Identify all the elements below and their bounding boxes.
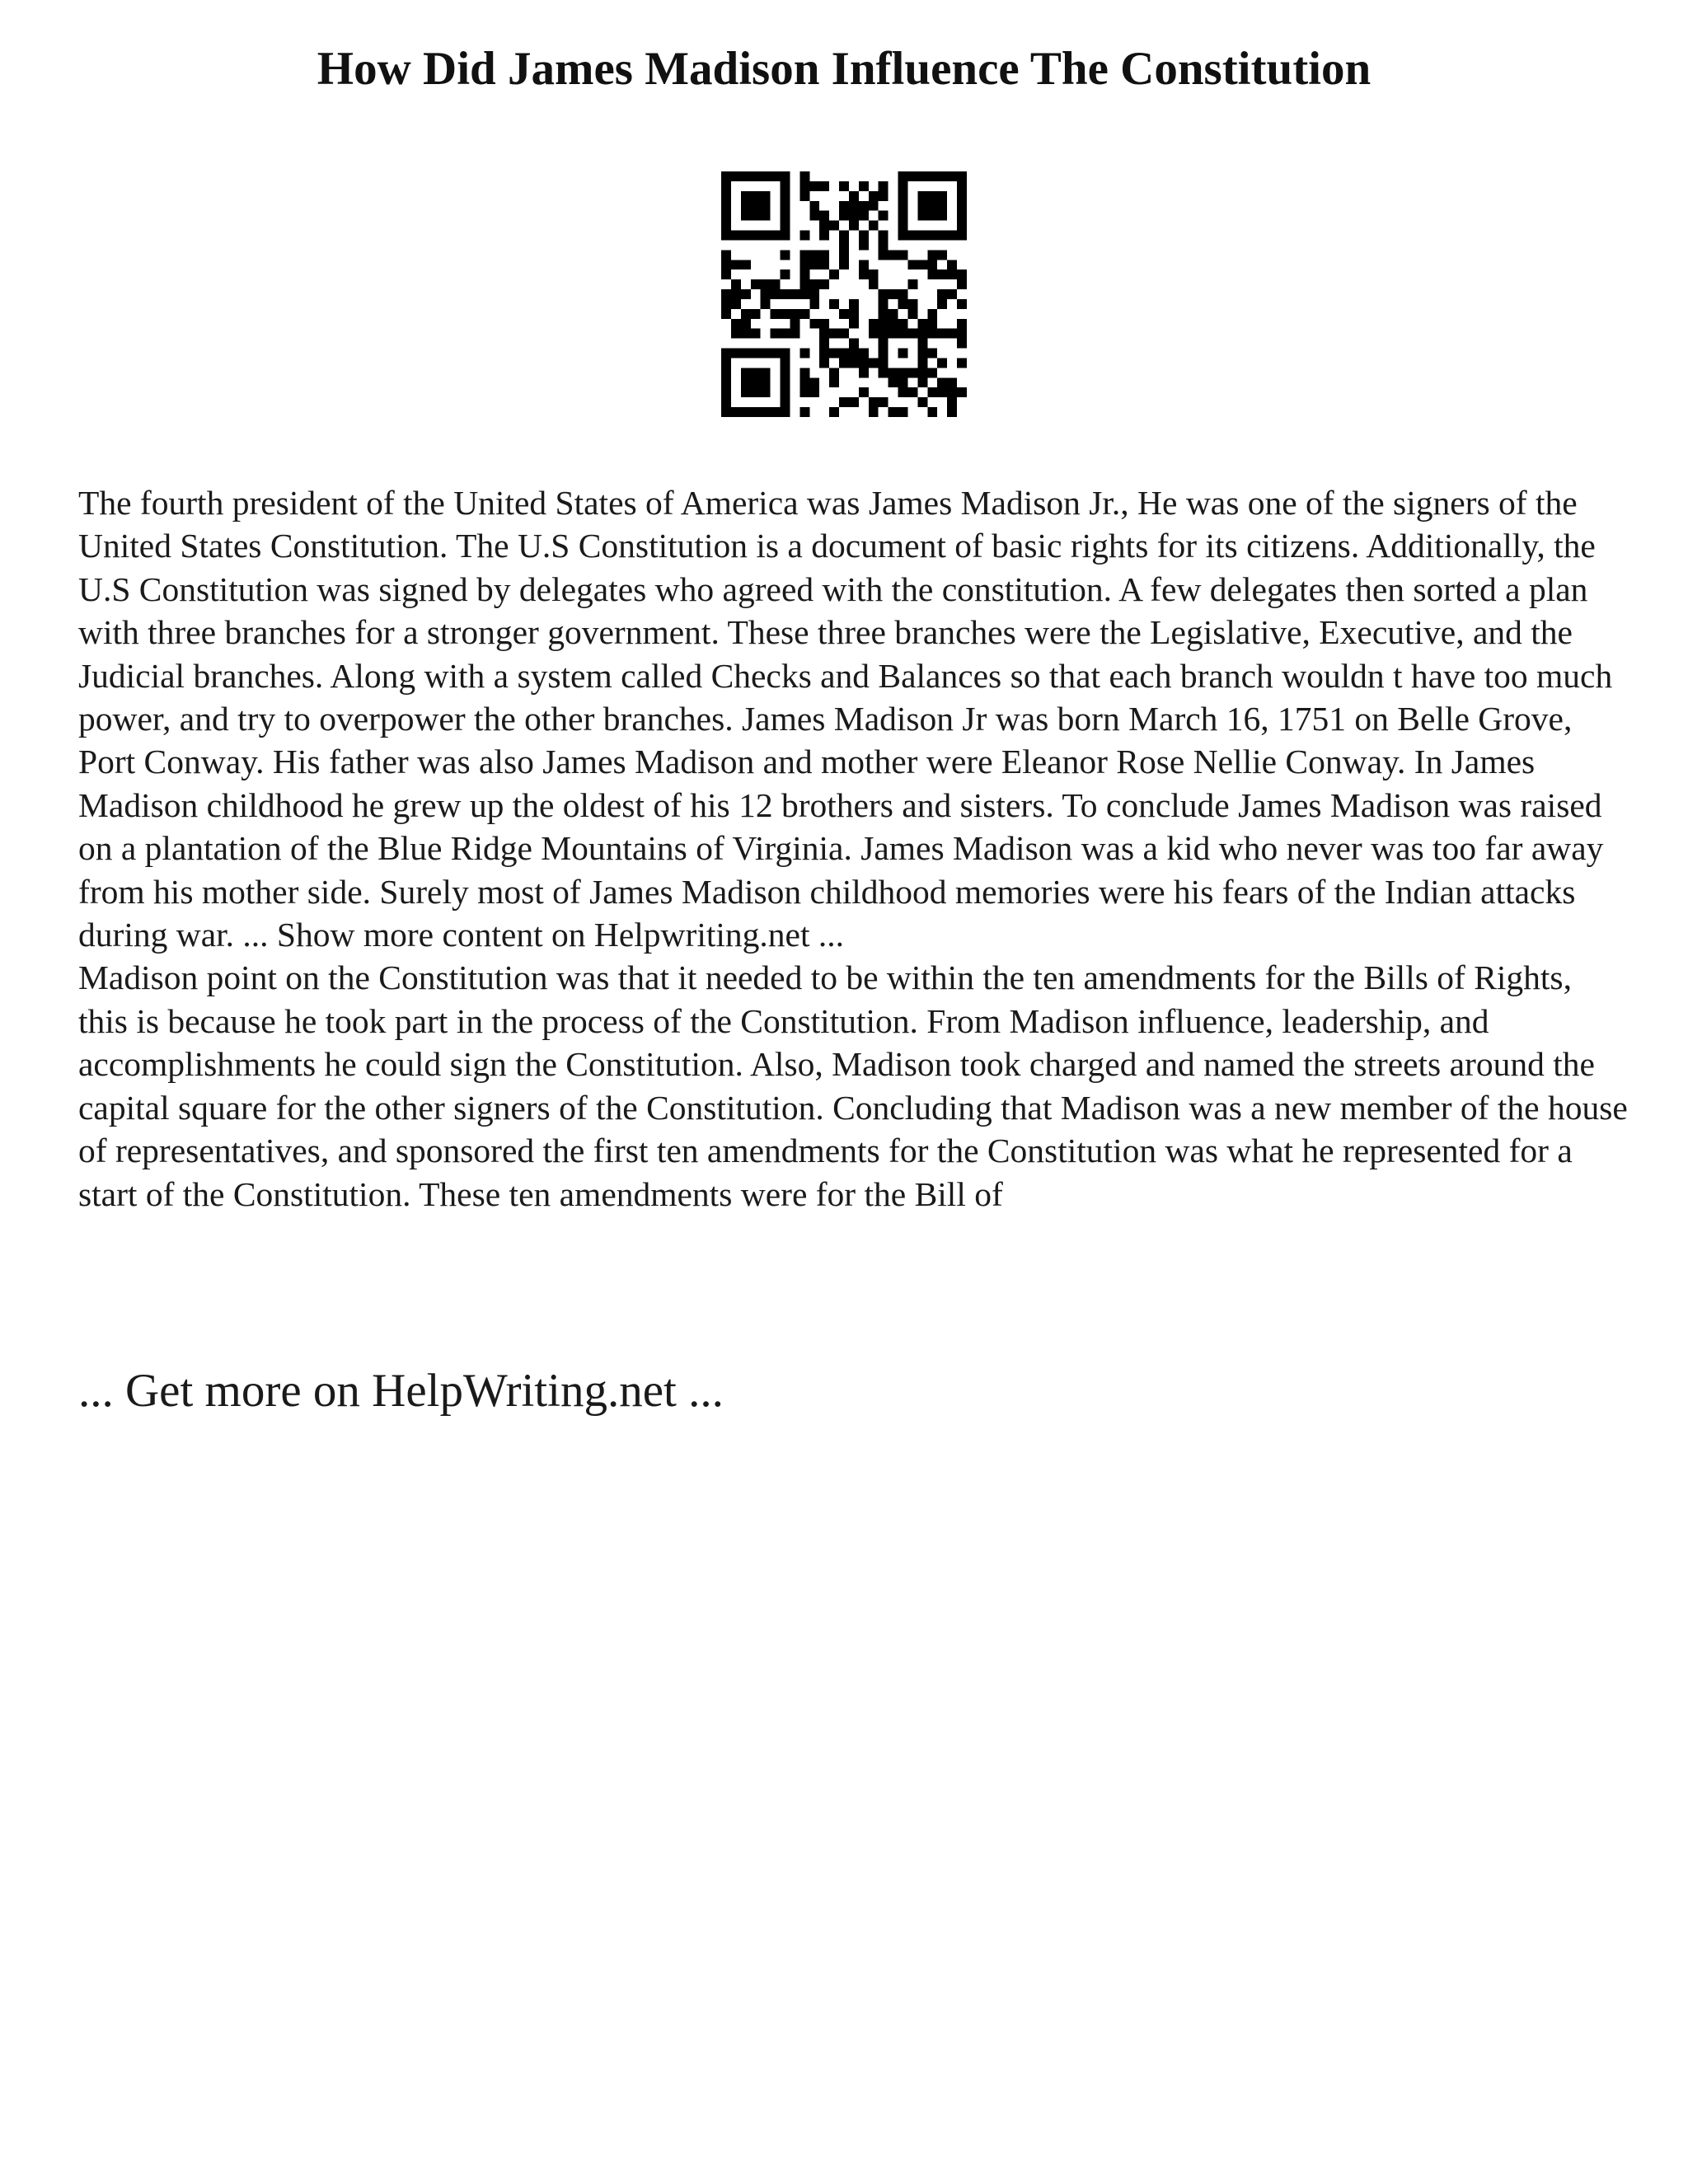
qr-code[interactable] [721, 171, 967, 417]
get-more-link[interactable]: ... Get more on HelpWriting.net ... [78, 1365, 724, 1417]
article-body [78, 481, 1628, 1216]
article-paragraph-2: Madison point on the Constitution was that it needed to be within the ten amendments for the Bills of Rights, this is because he took part in the process of the Constitution. From Madison influence, leadership, and accomplishments he could sign the Constitution. Also, Madison took charged and named the streets around the capital square for the other signers of the Constitution. Concluding that Madison was a new member of the house of representatives, and sponsored the first ten amendments for the Constitution was what he represented for a start of the Constitution. These ten amendments were for the Bill of [78, 958, 1628, 1213]
document-title: How Did James Madison Influence The Constitution [316, 43, 1372, 95]
article-paragraph-1: The fourth president of the United States of America was James Madison Jr., He was one of the signers of the United States Constitution. The U.S Constitution is a document of basic rights for its citizens. Additionally, the U.S Constitution was signed by delegates who agreed with the constitution. A few delegates then sorted a plan with three branches for a stronger government. These three branches were the Legislative, Executive, and the Judicial branches. Along with a system called Checks and Balances so that each branch wouldn t have too much power, and try to overpower the other branches. James Madison Jr was born March 16, 1751 on Belle Grove, Port Conway. His father was also James Madison and mother were Eleanor Rose Nellie Conway. In James Madison childhood he grew up the oldest of his 12 brothers and sisters. To conclude James Madison was raised on a plantation of the Blue Ridge Mountains of Virginia. James Madison was a kid who never was too far away from his mother side. Surely most of James Madison childhood memories were his fears of the Indian attacks during war. ... Show more content on Helpwriting.net ... [78, 484, 1613, 954]
qr-code-image [721, 171, 967, 417]
